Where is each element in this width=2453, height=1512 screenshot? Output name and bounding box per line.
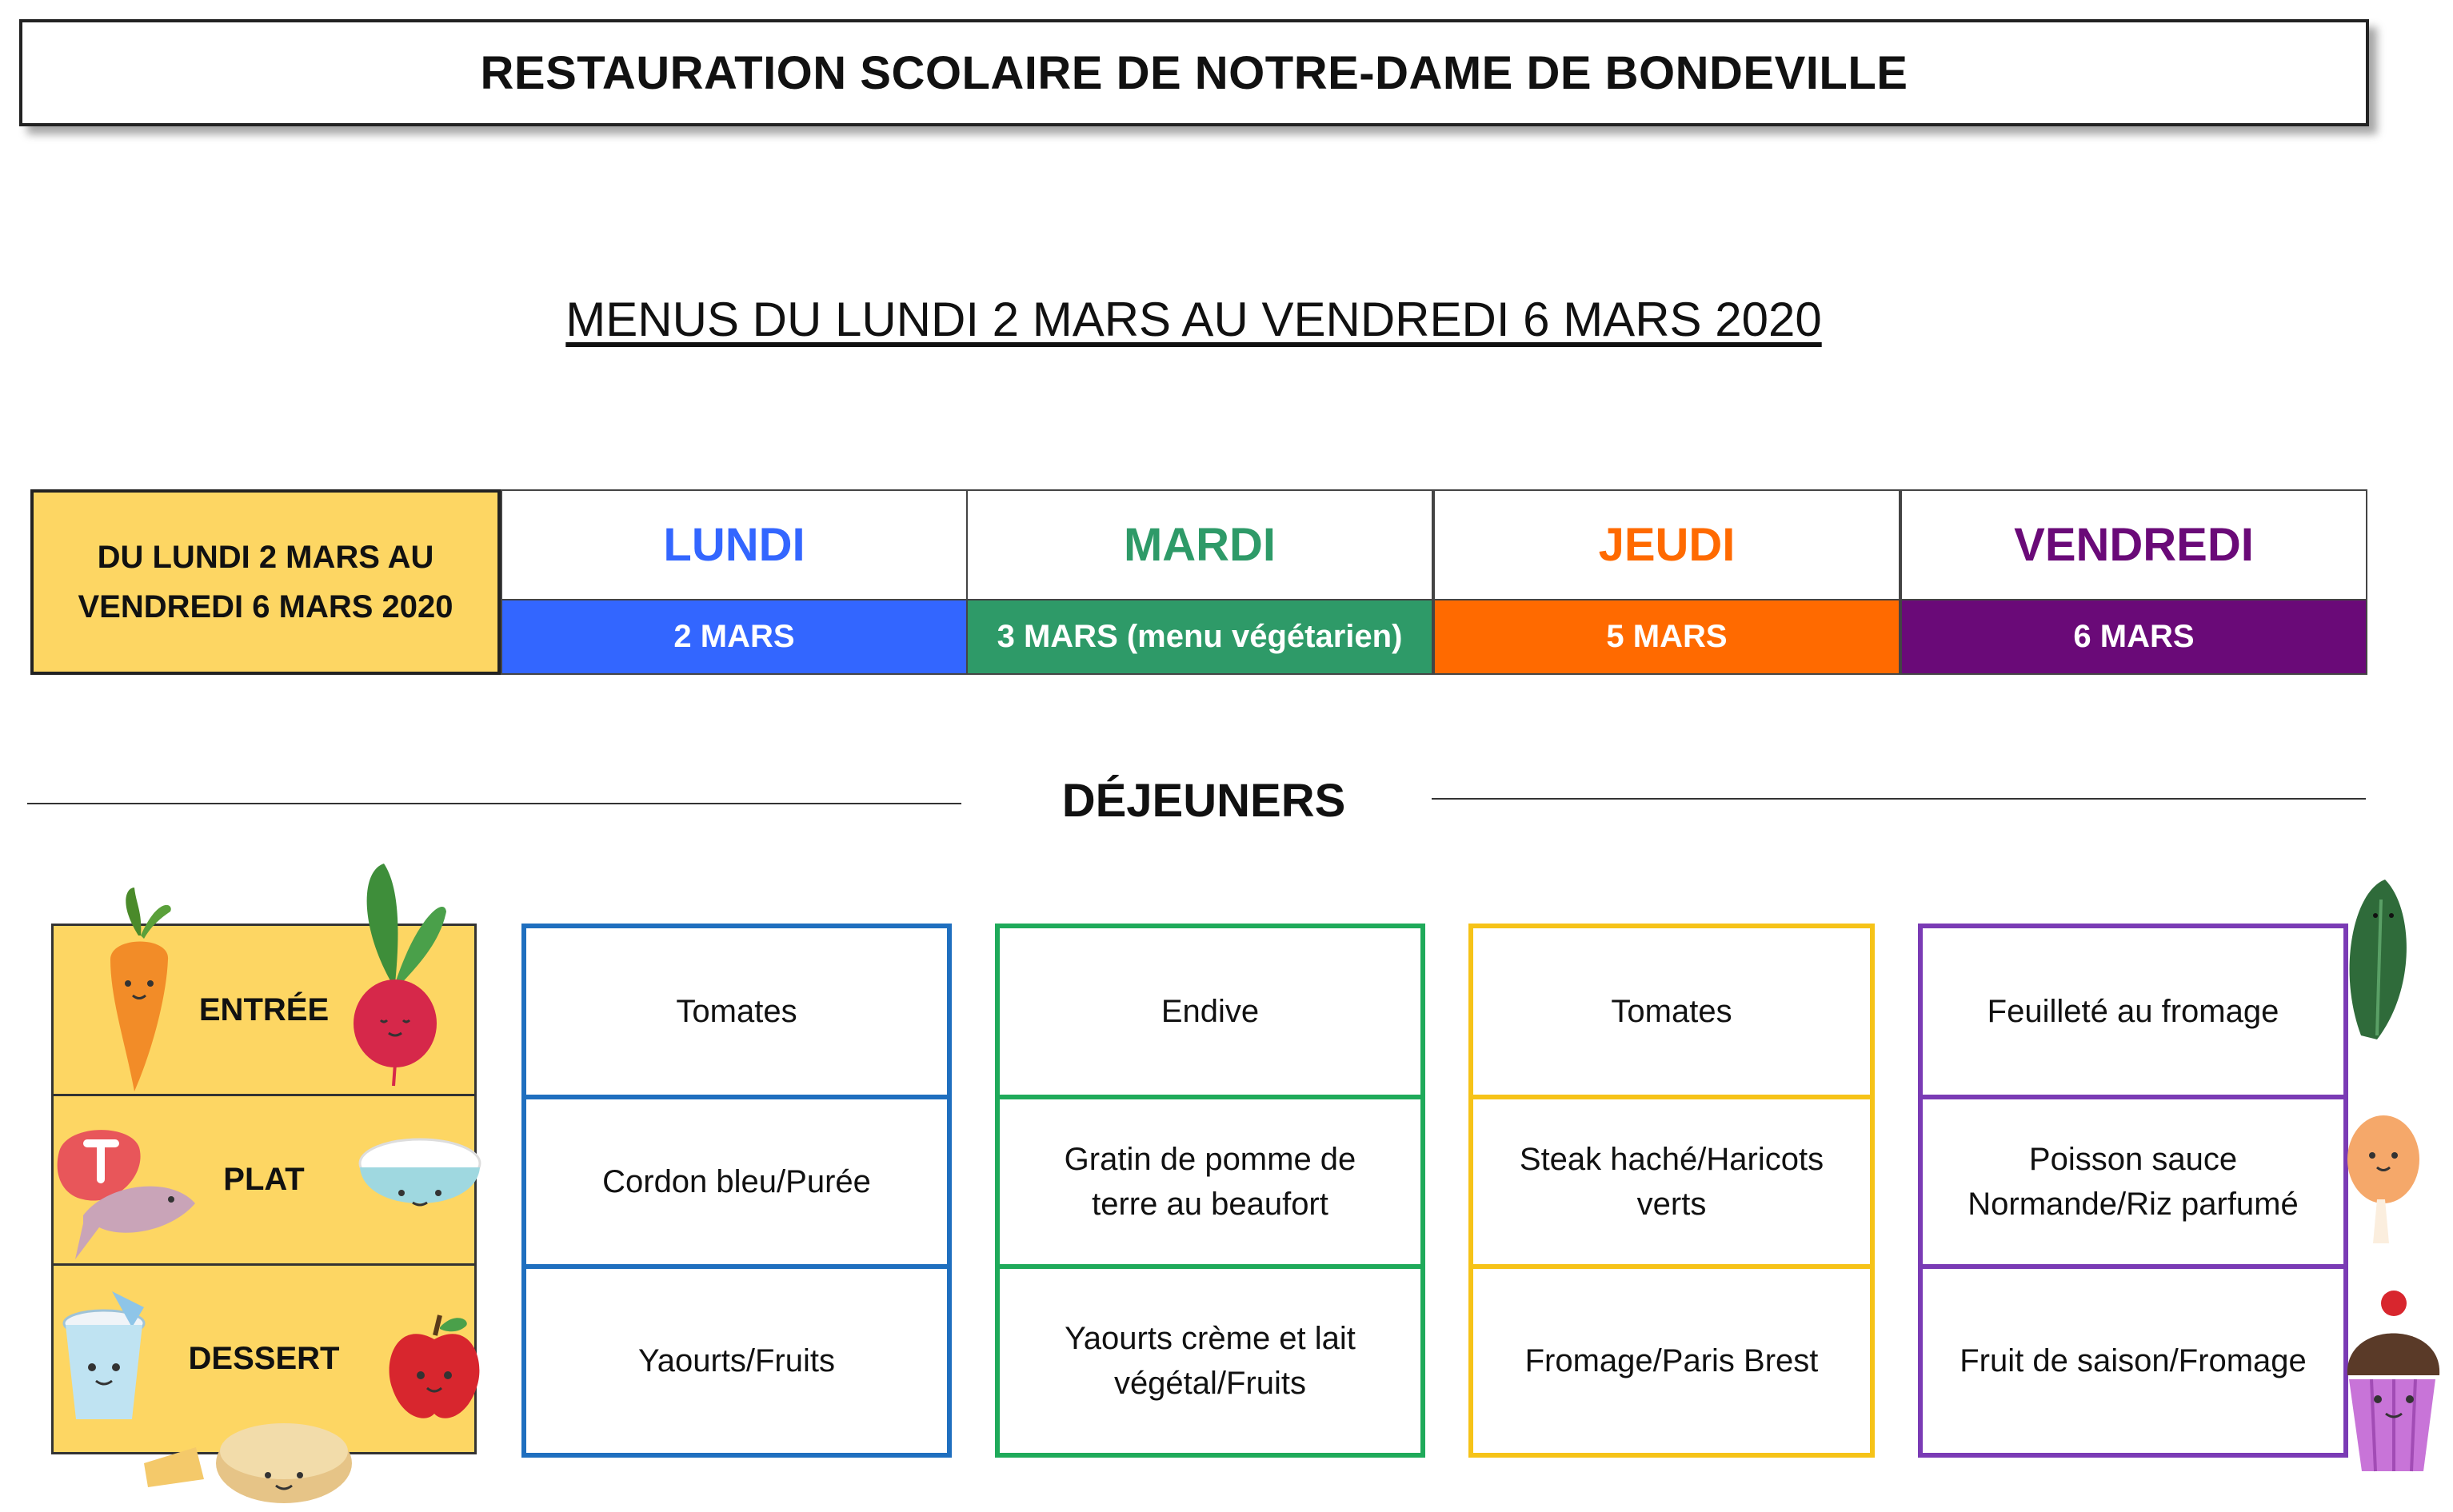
day-header-lundi — [501, 489, 968, 675]
day-name: VENDREDI — [1900, 489, 2367, 600]
day-header-jeudi — [1433, 489, 1900, 675]
day-name: JEUDI — [1433, 489, 1900, 600]
carrot-icon — [94, 888, 182, 1095]
cheese-icon — [140, 1415, 356, 1511]
day-date: 5 MARS — [1433, 600, 1900, 675]
menu-box-lundi — [521, 924, 952, 1458]
menu-entree: Tomates — [526, 928, 947, 1099]
yogurt-icon — [56, 1291, 152, 1427]
menu-plat: Steak haché/Haricots verts — [1473, 1099, 1870, 1269]
menu-entree: Feuilleté au fromage — [1923, 928, 2343, 1099]
menu-dessert: Yaourts crème et lait végétal/Fruits — [1065, 1321, 1356, 1401]
divider-left — [27, 803, 961, 804]
menu-dessert: Fromage/Paris Brest — [1524, 1343, 1819, 1378]
menu-plat: Poisson sauce Normande/Riz parfumé — [1923, 1099, 2343, 1269]
day-date: 2 MARS — [501, 600, 968, 675]
day-header-vendredi — [1900, 489, 2367, 675]
course-label-plat: PLAT — [54, 1096, 474, 1266]
menu-week-subtitle: MENUS DU LUNDI 2 MARS AU VENDREDI 6 MARS 2020 — [565, 293, 1822, 346]
menu-plat: Gratin de pomme de terre au beaufort — [1000, 1099, 1420, 1269]
course-label-entree: ENTRÉE — [54, 926, 474, 1096]
day-header-mardi — [966, 489, 1433, 675]
divider-right — [1432, 798, 2366, 800]
radish-icon — [344, 864, 448, 1087]
menu-dessert: Fruit de saison/Fromage — [1960, 1343, 2307, 1378]
rice-bowl-icon — [352, 1127, 488, 1231]
week-range-label — [30, 489, 501, 675]
page-title: RESTAURATION SCOLAIRE DE NOTRE-DAME DE BONDEVILLE — [19, 19, 2369, 126]
menu-box-vendredi — [1918, 924, 2348, 1458]
course-label-dessert: DESSERT — [188, 1341, 340, 1376]
apple-icon — [382, 1311, 486, 1423]
menu-entree: Tomates — [1473, 928, 1870, 1099]
spinach-icon — [2345, 876, 2417, 1051]
menu-box-mardi — [995, 924, 1425, 1458]
section-title: DÉJEUNERS — [1061, 775, 1346, 827]
menu-plat: Cordon bleu/Purée — [526, 1099, 947, 1269]
day-name: MARDI — [966, 489, 1433, 600]
chicken-leg-icon — [2345, 1111, 2421, 1255]
day-name: LUNDI — [501, 489, 968, 600]
menu-entree: Endive — [1000, 928, 1420, 1099]
week-range-line-2: VENDREDI 6 MARS 2020 — [78, 589, 453, 624]
steak-icon — [51, 1119, 203, 1271]
menu-box-jeudi — [1468, 924, 1875, 1458]
week-range-line-1: DU LUNDI 2 MARS AU — [97, 540, 434, 575]
menu-dessert: Yaourts/Fruits — [638, 1343, 835, 1378]
cupcake-icon — [2339, 1287, 2447, 1479]
day-date: 6 MARS — [1900, 600, 2367, 675]
day-date: 3 MARS (menu végétarien) — [966, 600, 1433, 675]
